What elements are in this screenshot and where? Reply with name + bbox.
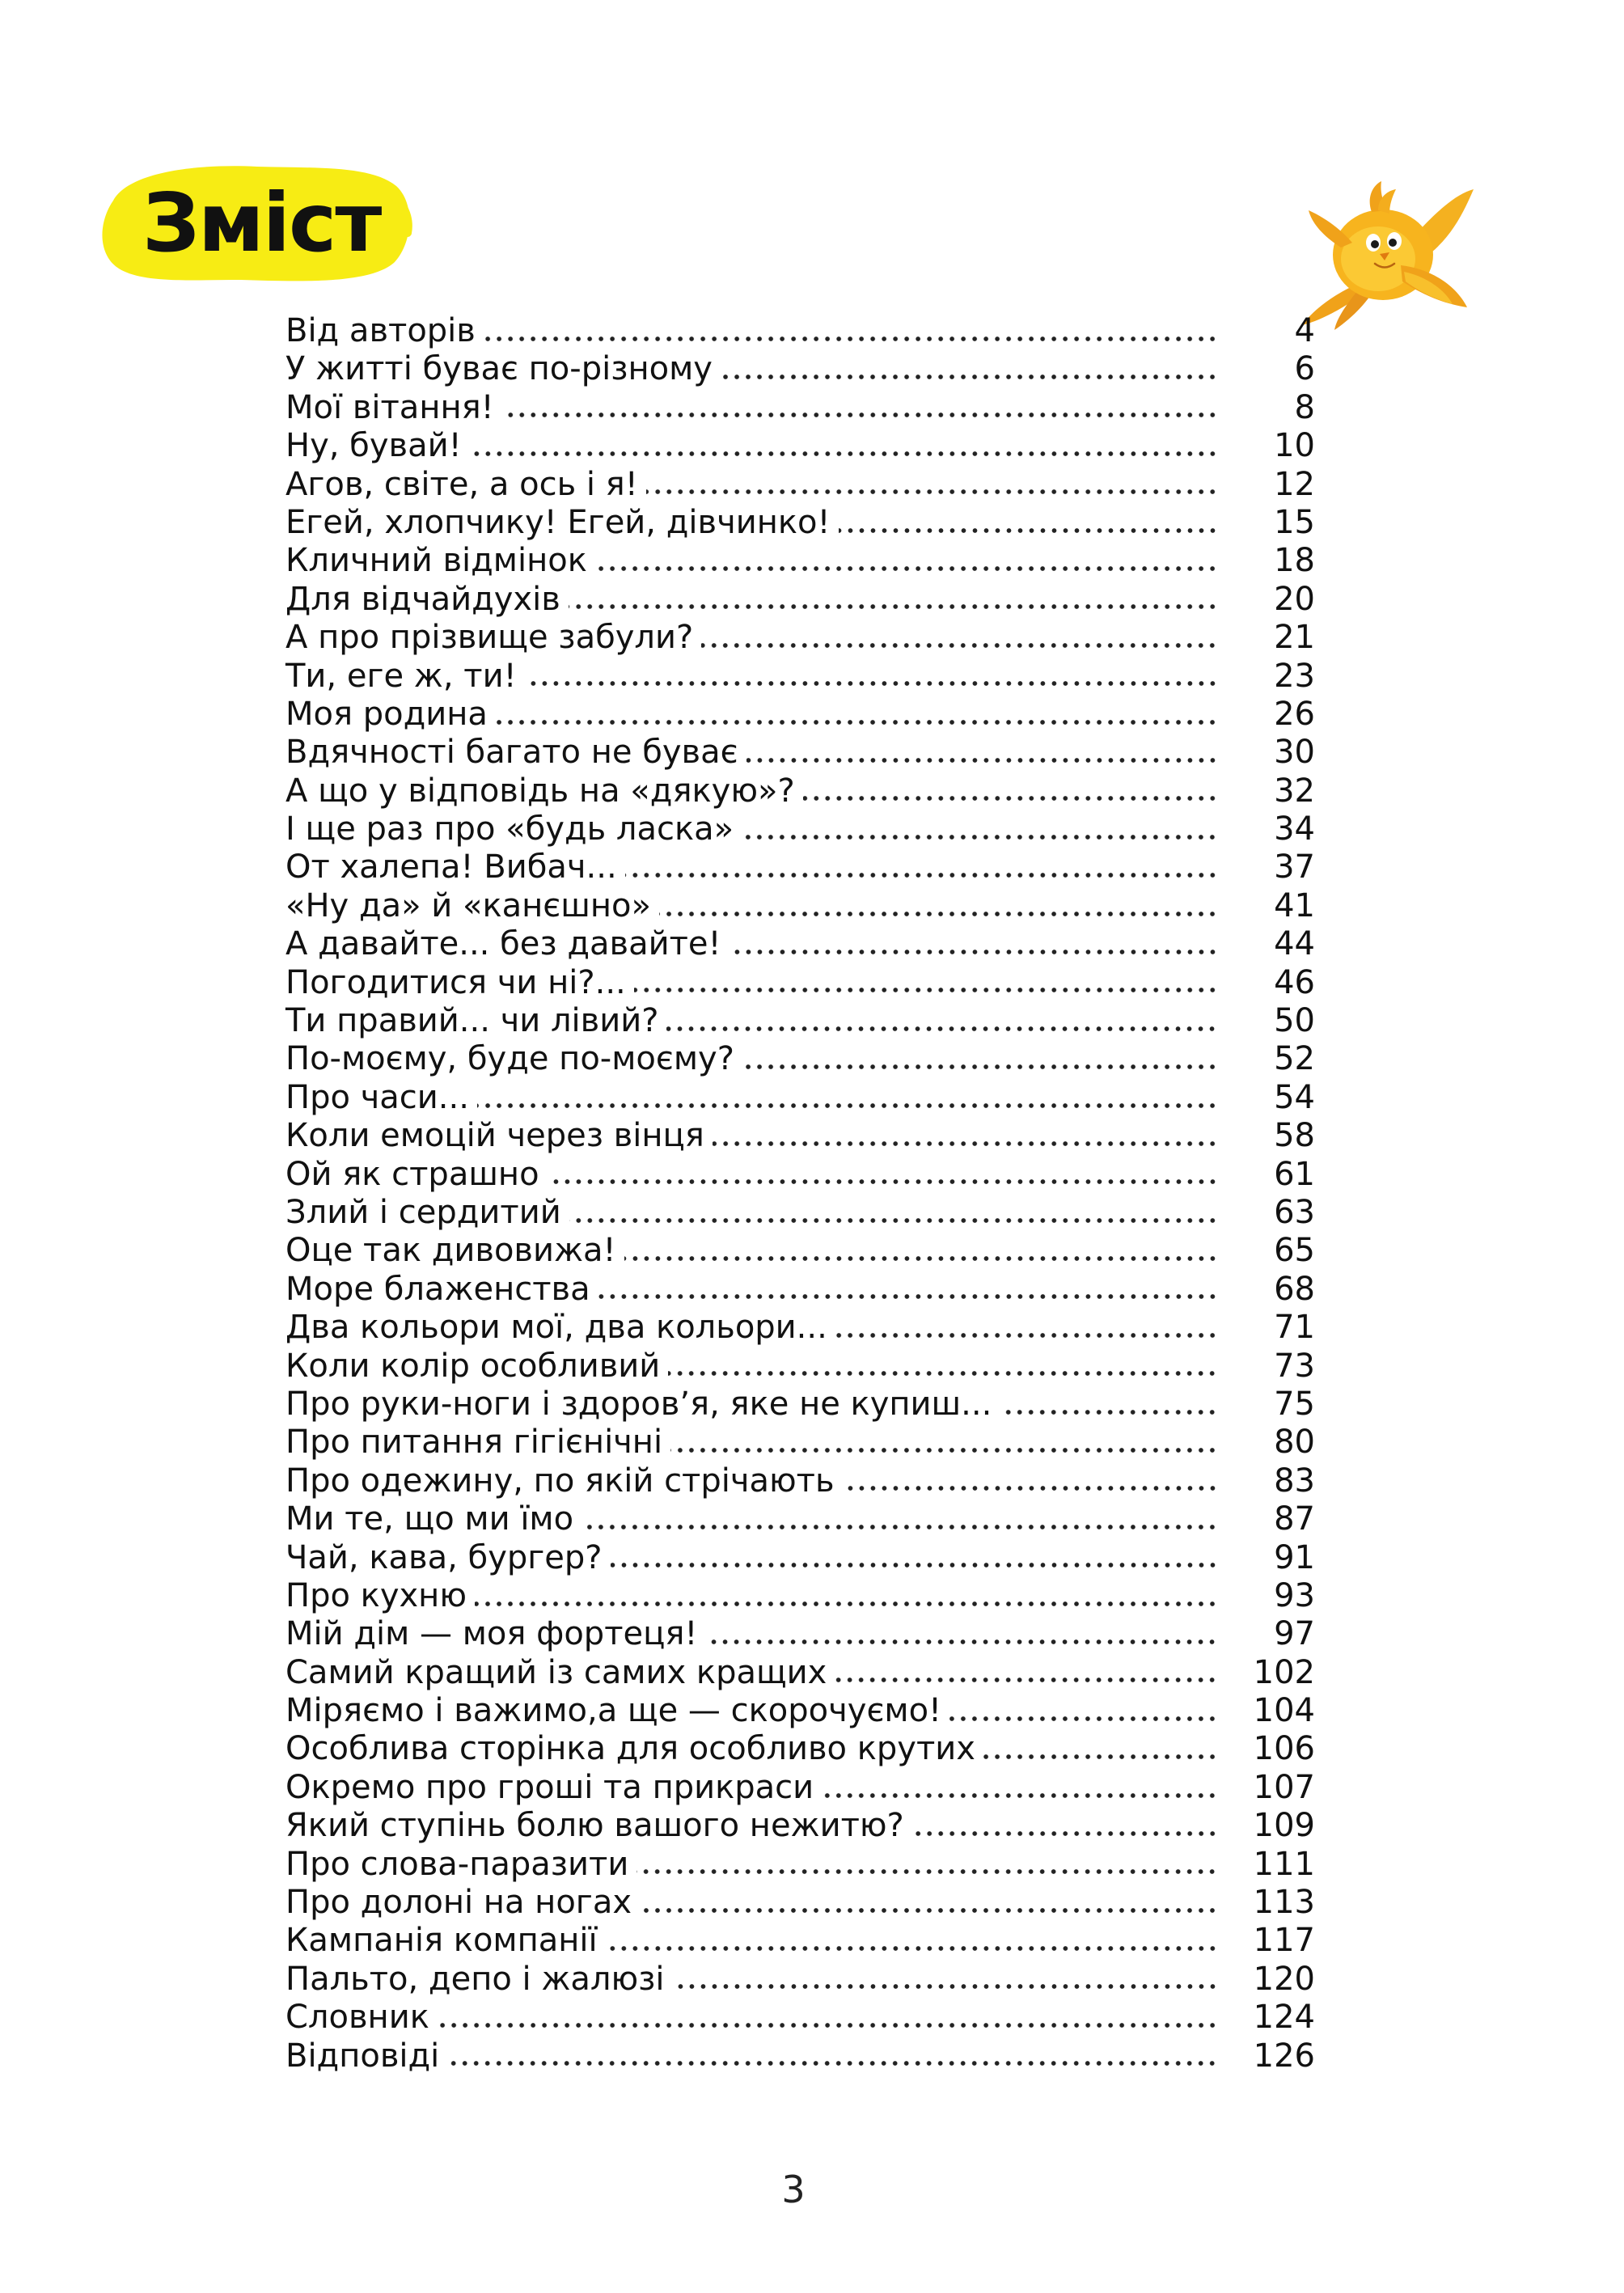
dot-leader: [447, 2040, 1218, 2072]
toc-entry-title: «Ну да» й «канєшно»: [285, 886, 651, 924]
toc-entry-page: 73: [1274, 1347, 1315, 1385]
toc-entry-title: Про руки-ноги і здоров’я, яке не купиш...: [285, 1385, 992, 1423]
dot-leader: [912, 1810, 1218, 1842]
dot-leader: [502, 391, 1218, 424]
toc-entry[interactable]: [285, 1462, 1315, 1500]
toc-entry-title: Оце так дивовижа!: [285, 1232, 616, 1270]
dot-leader: [598, 1273, 1218, 1305]
toc-entry[interactable]: [285, 1271, 1315, 1309]
toc-entry-title: Егей, хлопчику! Егей, дівчинко!: [285, 503, 831, 541]
toc-entry-page: 6: [1294, 350, 1315, 388]
dot-leader: [477, 1082, 1218, 1115]
toc-entry-page: 83: [1274, 1462, 1315, 1500]
dot-leader: [742, 1043, 1218, 1076]
toc-entry-title: Ти, еге ж, ти!: [285, 657, 517, 695]
page-title: Зміст: [142, 176, 381, 270]
dot-leader: [668, 1350, 1218, 1382]
toc-entry-page: 26: [1274, 695, 1315, 733]
table-of-contents: [285, 312, 1315, 2075]
toc-entry-page: 44: [1274, 925, 1315, 963]
toc-entry-page: 58: [1274, 1117, 1315, 1155]
dot-leader: [983, 1733, 1218, 1766]
dot-leader: [525, 660, 1218, 692]
toc-entry-page: 12: [1274, 465, 1315, 503]
toc-entry[interactable]: [285, 1002, 1315, 1040]
toc-entry-page: 52: [1274, 1040, 1315, 1078]
toc-entry-title: Вдячності багато не буває: [285, 734, 738, 772]
dot-leader: [822, 1772, 1218, 1804]
toc-entry-page: 46: [1274, 963, 1315, 1001]
toc-entry-title: А про прізвище забули?: [285, 619, 694, 657]
toc-entry-title: Від авторів: [285, 312, 476, 349]
toc-entry[interactable]: [285, 734, 1315, 772]
toc-entry-page: 91: [1274, 1538, 1315, 1576]
toc-entry[interactable]: [285, 1654, 1315, 1692]
toc-entry[interactable]: [285, 1846, 1315, 1884]
toc-entry-title: Для відчайдухів: [285, 580, 560, 618]
dot-leader: [835, 1656, 1218, 1689]
toc-entry[interactable]: [285, 542, 1315, 580]
dot-leader: [496, 699, 1218, 731]
toc-entry[interactable]: [285, 925, 1315, 963]
dot-leader: [730, 929, 1218, 961]
toc-entry[interactable]: [285, 2037, 1315, 2075]
toc-entry-page: 41: [1274, 886, 1315, 924]
toc-entry-page: 34: [1274, 810, 1315, 848]
toc-entry[interactable]: [285, 1079, 1315, 1117]
toc-entry-title: Погодитися чи ні?...: [285, 963, 626, 1001]
toc-entry-page: 68: [1274, 1270, 1315, 1308]
toc-entry-title: Міряємо і важимо,а ще — скорочуємо!: [285, 1692, 942, 1730]
dot-leader: [713, 1120, 1218, 1153]
toc-entry[interactable]: [285, 1194, 1315, 1232]
toc-entry[interactable]: [285, 887, 1315, 925]
toc-entry-title: Про кухню: [285, 1576, 467, 1614]
toc-entry-title: Ти правий... чи лівий?: [285, 1002, 659, 1040]
toc-entry-page: 54: [1274, 1078, 1315, 1116]
toc-entry[interactable]: [285, 1117, 1315, 1155]
toc-entry-title: От халепа! Вибач...: [285, 848, 617, 886]
toc-entry[interactable]: [285, 1807, 1315, 1845]
toc-entry-title: Ой як страшно: [285, 1155, 539, 1193]
dot-leader: [569, 583, 1218, 616]
toc-entry-page: 93: [1274, 1576, 1315, 1614]
dot-leader: [721, 353, 1218, 386]
dot-leader: [705, 1618, 1218, 1651]
toc-entry-page: 21: [1274, 619, 1315, 657]
toc-entry-title: А давайте... без давайте!: [285, 925, 721, 963]
dot-leader: [611, 1542, 1218, 1574]
dot-leader: [634, 967, 1218, 999]
toc-entry-page: 8: [1294, 388, 1315, 426]
toc-entry[interactable]: [285, 350, 1315, 388]
toc-entry-page: 71: [1274, 1309, 1315, 1347]
toc-entry-title: Про одежину, по якій стрічають: [285, 1462, 835, 1500]
toc-entry-page: 113: [1253, 1884, 1315, 1922]
toc-entry-page: 63: [1274, 1193, 1315, 1231]
toc-entry-page: 120: [1253, 1960, 1315, 1998]
toc-entry[interactable]: [285, 1500, 1315, 1538]
toc-entry[interactable]: [285, 1309, 1315, 1347]
toc-entry[interactable]: [285, 658, 1315, 696]
dot-leader: [646, 468, 1218, 501]
toc-entry-title: Про питання гігієнічні: [285, 1424, 663, 1462]
toc-entry[interactable]: [285, 964, 1315, 1002]
toc-entry[interactable]: [285, 581, 1315, 619]
toc-entry[interactable]: [285, 1386, 1315, 1424]
toc-entry-page: 30: [1274, 734, 1315, 772]
toc-entry[interactable]: [285, 466, 1315, 504]
toc-entry-page: 106: [1253, 1730, 1315, 1768]
toc-entry[interactable]: [285, 1539, 1315, 1577]
toc-entry[interactable]: [285, 696, 1315, 734]
toc-entry-page: 109: [1253, 1807, 1315, 1845]
toc-entry[interactable]: [285, 1040, 1315, 1078]
dot-leader: [484, 315, 1218, 348]
toc-entry-title: Ми те, що ми їмо: [285, 1500, 574, 1538]
contents-heading: [95, 159, 415, 288]
dot-leader: [949, 1695, 1218, 1728]
toc-entry-page: 111: [1253, 1845, 1315, 1883]
toc-entry-page: 61: [1274, 1155, 1315, 1193]
toc-entry-title: Мій дім — моя фортеця!: [285, 1615, 698, 1653]
dot-leader: [1000, 1389, 1218, 1421]
toc-entry[interactable]: [285, 427, 1315, 465]
toc-entry-title: Про слова-паразити: [285, 1845, 629, 1883]
toc-entry-page: 124: [1253, 1999, 1315, 2037]
toc-entry-title: Словник: [285, 1999, 429, 2037]
toc-entry[interactable]: [285, 504, 1315, 542]
toc-entry[interactable]: [285, 1769, 1315, 1807]
toc-entry-page: 65: [1274, 1232, 1315, 1270]
toc-entry-page: 104: [1253, 1692, 1315, 1730]
dot-leader: [835, 1312, 1218, 1344]
toc-entry-page: 50: [1274, 1002, 1315, 1040]
toc-entry[interactable]: [285, 1692, 1315, 1730]
toc-entry-page: 18: [1274, 542, 1315, 580]
toc-entry-page: 126: [1253, 2037, 1315, 2075]
toc-entry-page: 20: [1274, 580, 1315, 618]
toc-entry-page: 23: [1274, 657, 1315, 695]
dot-leader: [595, 545, 1218, 577]
dot-leader: [701, 622, 1218, 654]
dot-leader: [582, 1504, 1218, 1536]
dot-leader: [636, 1848, 1218, 1881]
toc-entry[interactable]: [285, 1232, 1315, 1270]
toc-entry-page: 75: [1274, 1385, 1315, 1423]
toc-entry[interactable]: [285, 1999, 1315, 2037]
toc-entry-title: Агов, світе, а ось і я!: [285, 465, 638, 503]
dot-leader: [746, 737, 1218, 769]
toc-entry-title: Окремо про гроші та прикраси: [285, 1768, 814, 1806]
toc-entry[interactable]: [285, 1922, 1315, 1960]
toc-entry-page: 102: [1253, 1653, 1315, 1691]
toc-entry-title: Відповіді: [285, 2037, 440, 2075]
toc-entry-title: І ще раз про «будь ласка»: [285, 810, 734, 848]
toc-entry-page: 15: [1274, 503, 1315, 541]
toc-entry-page: 117: [1253, 1922, 1315, 1960]
toc-entry-title: Моя родина: [285, 695, 488, 733]
toc-entry[interactable]: [285, 772, 1315, 810]
dot-leader: [438, 2002, 1218, 2034]
toc-entry-page: 87: [1274, 1500, 1315, 1538]
toc-entry-page: 97: [1274, 1615, 1315, 1653]
toc-entry-title: Ну, бувай!: [285, 427, 462, 465]
toc-entry-title: Про долоні на ногах: [285, 1884, 632, 1922]
toc-entry-page: 4: [1294, 312, 1315, 349]
toc-entry[interactable]: [285, 389, 1315, 427]
toc-entry-title: Кличний відмінок: [285, 542, 587, 580]
toc-entry-title: Чай, кава, бургер?: [285, 1538, 603, 1576]
toc-entry[interactable]: [285, 1577, 1315, 1615]
toc-entry[interactable]: [285, 810, 1315, 848]
toc-entry[interactable]: [285, 1961, 1315, 1999]
toc-entry-page: 37: [1274, 848, 1315, 886]
toc-entry[interactable]: [285, 1424, 1315, 1462]
toc-entry-title: Про часи...: [285, 1078, 469, 1116]
toc-entry-page: 32: [1274, 772, 1315, 810]
toc-entry-title: Кампанія компанії: [285, 1922, 598, 1960]
toc-entry-title: Коли колір особливий: [285, 1347, 661, 1385]
toc-entry-title: У житті буває по-різному: [285, 350, 713, 388]
toc-entry[interactable]: [285, 1884, 1315, 1922]
dot-leader: [839, 507, 1218, 539]
dot-leader: [742, 814, 1218, 846]
toc-entry-title: По-моєму, буде по-моєму?: [285, 1040, 734, 1078]
toc-entry-title: Пальто, депо і жалюзі: [285, 1960, 665, 1998]
dot-leader: [548, 1158, 1218, 1191]
toc-entry-title: Море блаженства: [285, 1270, 590, 1308]
toc-entry[interactable]: [285, 1156, 1315, 1194]
toc-entry[interactable]: [285, 312, 1315, 350]
toc-entry-page: 80: [1274, 1424, 1315, 1462]
toc-entry-title: Два кольори мої, два кольори...: [285, 1309, 827, 1347]
page-number: 3: [781, 2168, 806, 2211]
dot-leader: [666, 1005, 1218, 1038]
toc-entry[interactable]: [285, 1347, 1315, 1386]
dot-leader: [470, 430, 1218, 463]
dot-leader: [843, 1465, 1218, 1497]
toc-entry[interactable]: [285, 848, 1315, 886]
toc-entry-title: Мої вітання!: [285, 388, 494, 426]
dot-leader: [624, 1235, 1218, 1267]
dot-leader: [625, 852, 1218, 884]
dot-leader: [803, 775, 1218, 807]
dot-leader: [475, 1580, 1218, 1613]
dot-leader: [640, 1887, 1218, 1919]
toc-entry-page: 107: [1253, 1768, 1315, 1806]
dot-leader: [569, 1197, 1218, 1229]
toc-entry-title: А що у відповідь на «дякую»?: [285, 772, 795, 810]
toc-entry[interactable]: [285, 1730, 1315, 1768]
yellow-bird-icon: [1294, 178, 1480, 332]
dot-leader: [673, 1963, 1218, 1995]
toc-entry-title: Самий кращий із самих кращих: [285, 1653, 827, 1691]
toc-entry-title: Особлива сторінка для особливо крутих: [285, 1730, 975, 1768]
dot-leader: [659, 891, 1218, 923]
toc-entry[interactable]: [285, 1615, 1315, 1653]
dot-leader: [670, 1427, 1218, 1459]
toc-entry[interactable]: [285, 619, 1315, 657]
toc-entry-title: Який ступінь болю вашого нежитю?: [285, 1807, 904, 1845]
toc-entry-title: Злий і сердитий: [285, 1193, 561, 1231]
toc-entry-page: 10: [1274, 427, 1315, 465]
dot-leader: [606, 1925, 1218, 1957]
toc-entry-title: Коли емоцій через вінця: [285, 1117, 704, 1155]
